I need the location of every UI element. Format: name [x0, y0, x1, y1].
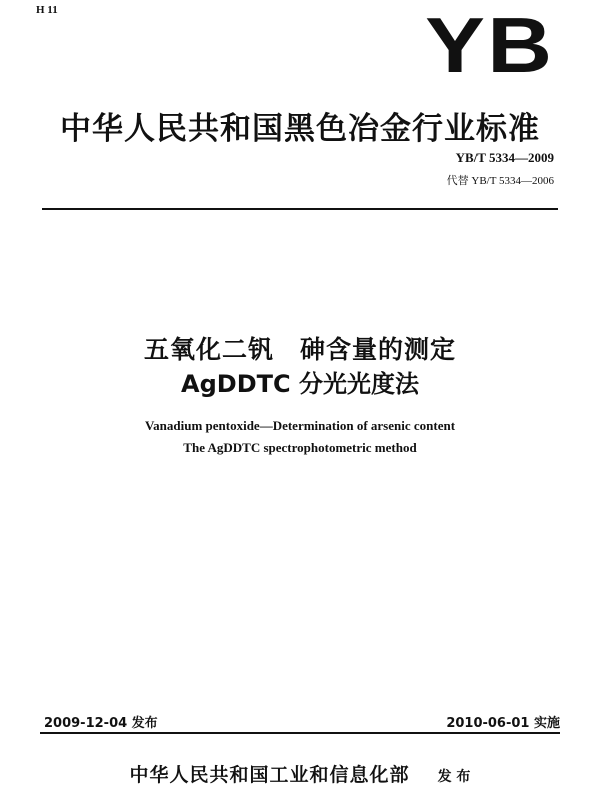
header-divider: [42, 208, 558, 210]
issuer-name: 中华人民共和国工业和信息化部: [129, 764, 410, 786]
replaces-standard: 代替 YB/T 5334—2006: [446, 175, 554, 187]
issue-date: 2009-12-04 发布: [44, 716, 158, 731]
english-title-line-2: The AgDDTC spectrophotometric method: [183, 440, 417, 455]
yb-logo: YB: [424, 1, 554, 89]
footer-divider: [40, 732, 560, 734]
ics-code: H 11: [36, 4, 58, 16]
implementation-date: 2010-06-01 实施: [446, 716, 560, 731]
chinese-title-line-2: AgDDTC 分光光度法: [181, 370, 419, 398]
standard-title: 中华人民共和国黑色冶金行业标准: [60, 111, 540, 147]
issuer-action: 发 布: [437, 769, 471, 785]
english-title-line-1: Vanadium pentoxide—Determination of arsenic content: [144, 418, 456, 433]
issuer-line: [0, 760, 600, 787]
standard-number: YB/T 5334—2009: [455, 150, 554, 165]
chinese-title-line-1: 五氧化二钒 砷含量的测定: [143, 335, 456, 364]
